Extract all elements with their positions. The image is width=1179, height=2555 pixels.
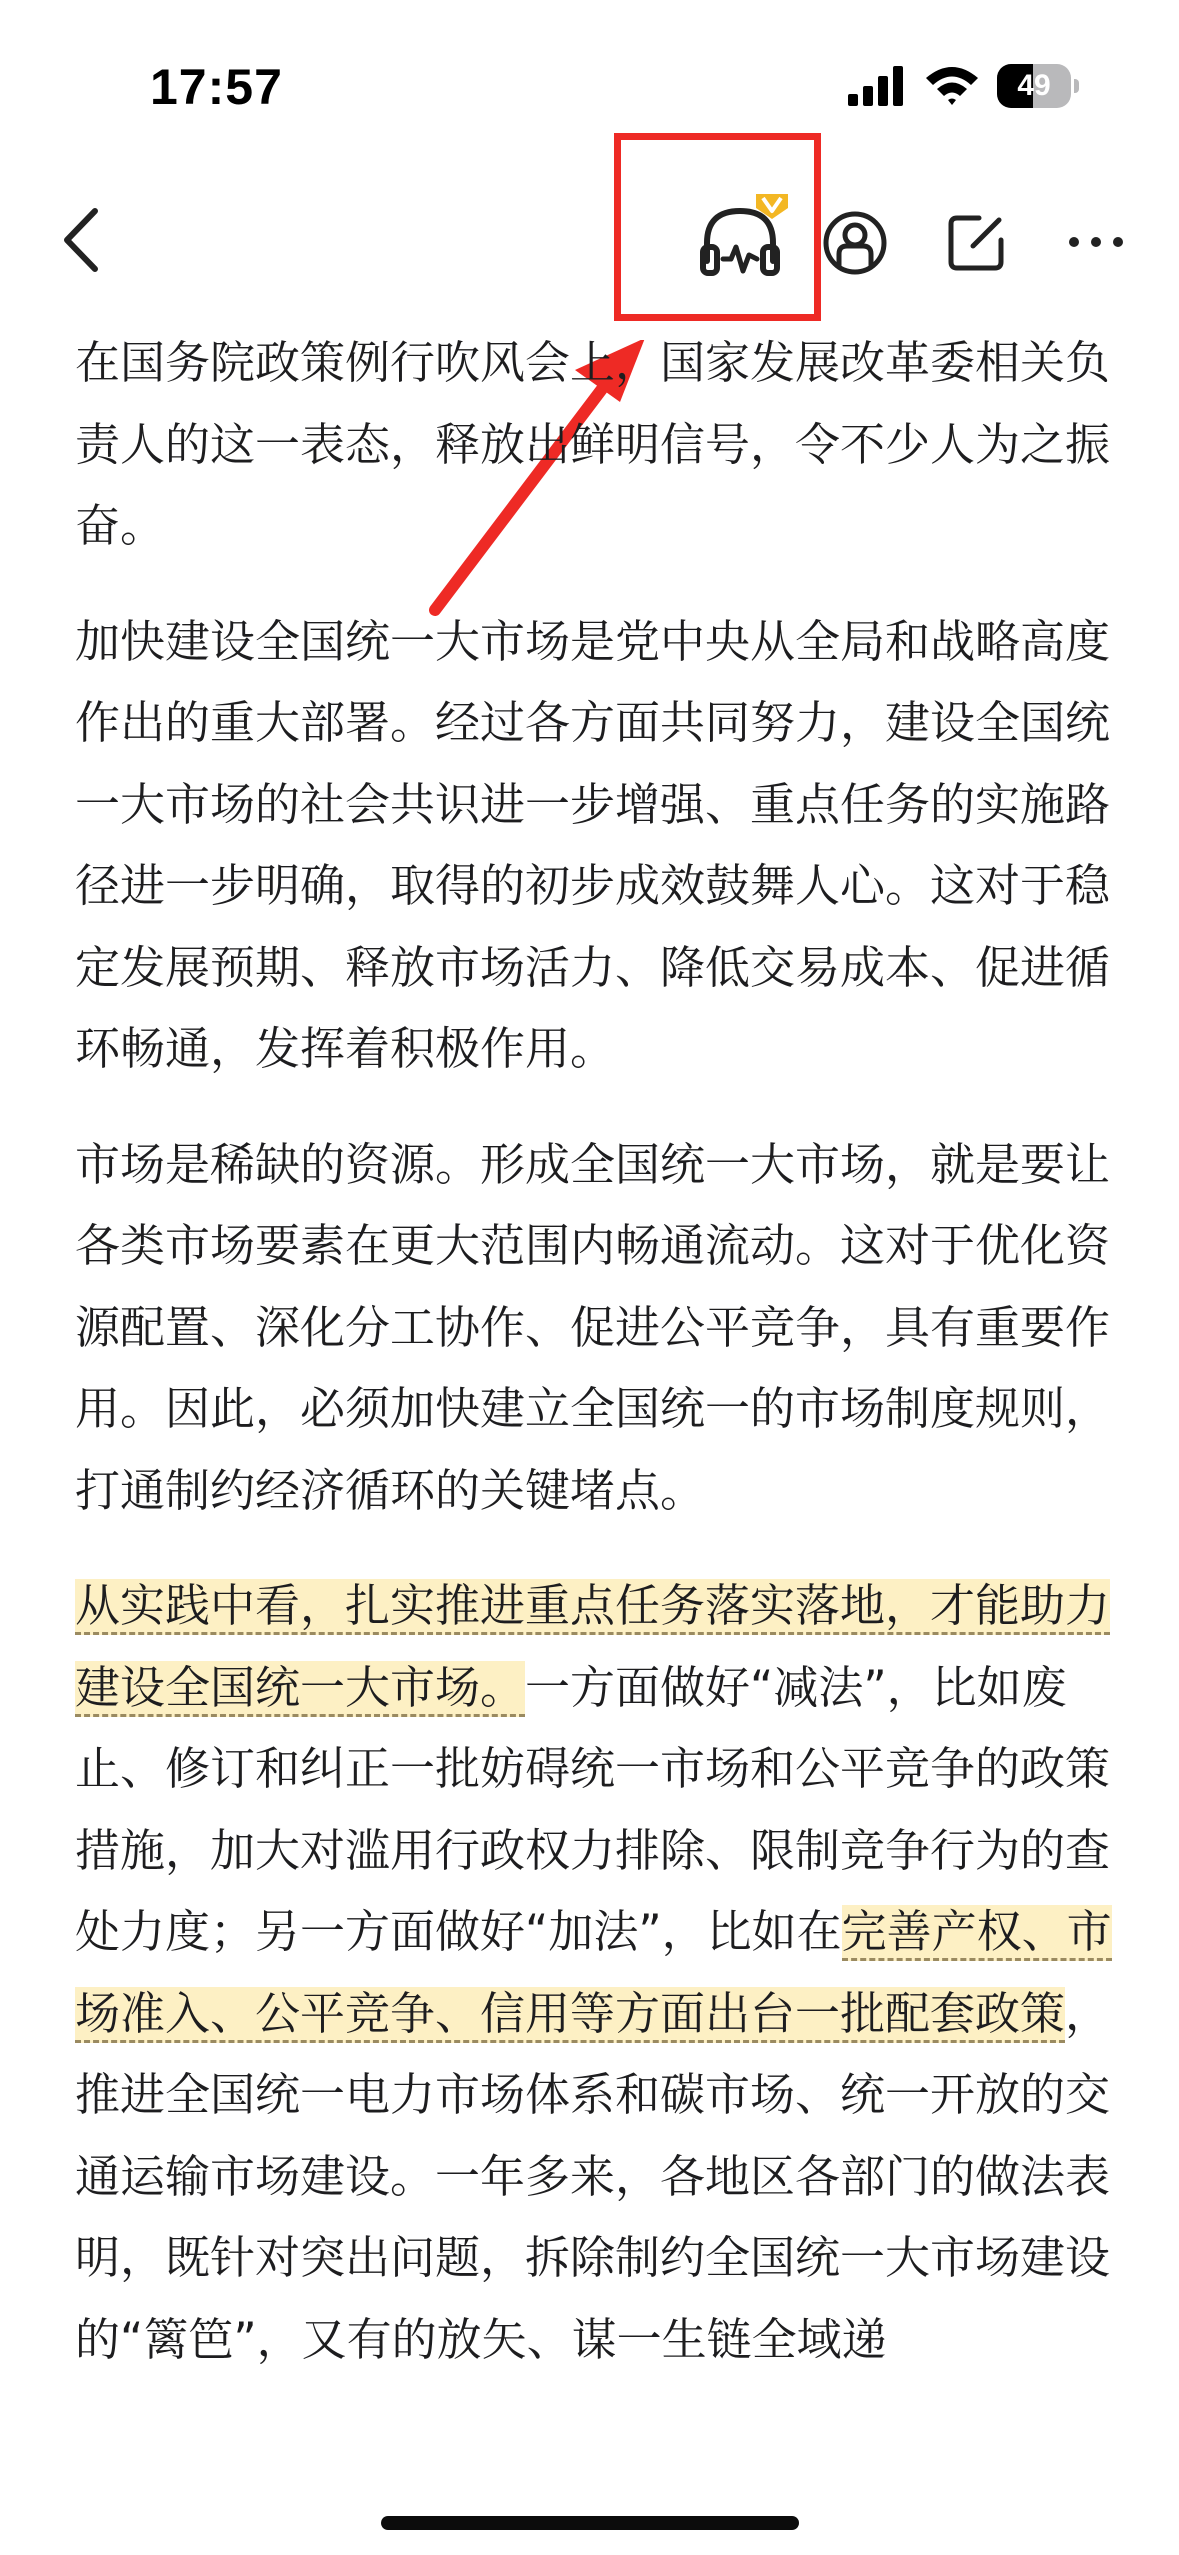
chevron-left-icon[interactable] <box>55 205 105 275</box>
status-bar <box>0 0 1179 170</box>
highlighted-text[interactable]: 完善产权、市场准入、公平竞争、信用等方面出台一批配套政策 <box>75 1905 1112 2043</box>
article-paragraph: 加快建设全国统一大市场是党中央从全局和战略高度作出的重大部署。经过各方面共同努力，建设全国统一大市场的社会共识进一步增强、重点任务的实施路径进一步明确，取得的初步成效鼓舞人心。这对于稳定发展预期、释放市场活力、降低交易成本、促进循环畅通，发挥着积极作用。 <box>75 614 1111 1075</box>
paragraph-text: ，推进全国统一电力市场体系和碳市场、统一开放的交通运输市场建设。一年多来，各地区各部门的做法表明，既针对突出问题，拆除制约全国统一大市场建设的“篱笆”，又有的放矢、谋一生链全域递 <box>75 1986 1111 2366</box>
article-paragraph: 市场是稀缺的资源。形成全国统一大市场，就是要让各类市场要素在更大范围内畅通流动。这对于优化资源配置、深化分工协作、促进公平竞争，具有重要作用。因此，必须加快建立全国统一的市场制度规则，打通制约经济循环的关键堵点。 <box>75 1137 1111 1517</box>
home-indicator[interactable] <box>381 2516 799 2530</box>
status-time: 17:57 <box>150 59 283 115</box>
wifi-icon <box>922 62 982 108</box>
article-body <box>75 322 1115 2414</box>
highlighted-text[interactable]: 从实践中看，扎实推进重点任务落实落地，才能助力建设全国统一大市场。 <box>75 1579 1110 1717</box>
battery-indicator <box>997 64 1077 108</box>
more-dots-icon[interactable] <box>1068 230 1124 254</box>
edit-note-icon[interactable] <box>945 210 1009 274</box>
cellular-signal-icon <box>846 64 906 108</box>
annotation-highlight-box <box>614 133 821 321</box>
battery-level: 49 <box>1017 69 1051 102</box>
battery-cap <box>1074 79 1079 93</box>
article-paragraph <box>75 1565 1115 2380</box>
article-paragraph: 在国务院政策例行吹风会上，国家发展改革委相关负责人的这一表态，释放出鲜明信号，令不少人为之振奋。 <box>75 336 1111 552</box>
paragraph-text: 一方面做好“减法”，比如废止、修订和纠正一批妨碍统一市场和公平竞争的政策措施，加大对滥用行政权力排除、限制竞争行为的查处力度；另一方面做好“加法”，比如在 <box>75 1660 1111 1958</box>
article-toolbar <box>0 170 1179 320</box>
battery-body <box>997 64 1071 108</box>
author-avatar-icon[interactable] <box>822 210 888 276</box>
